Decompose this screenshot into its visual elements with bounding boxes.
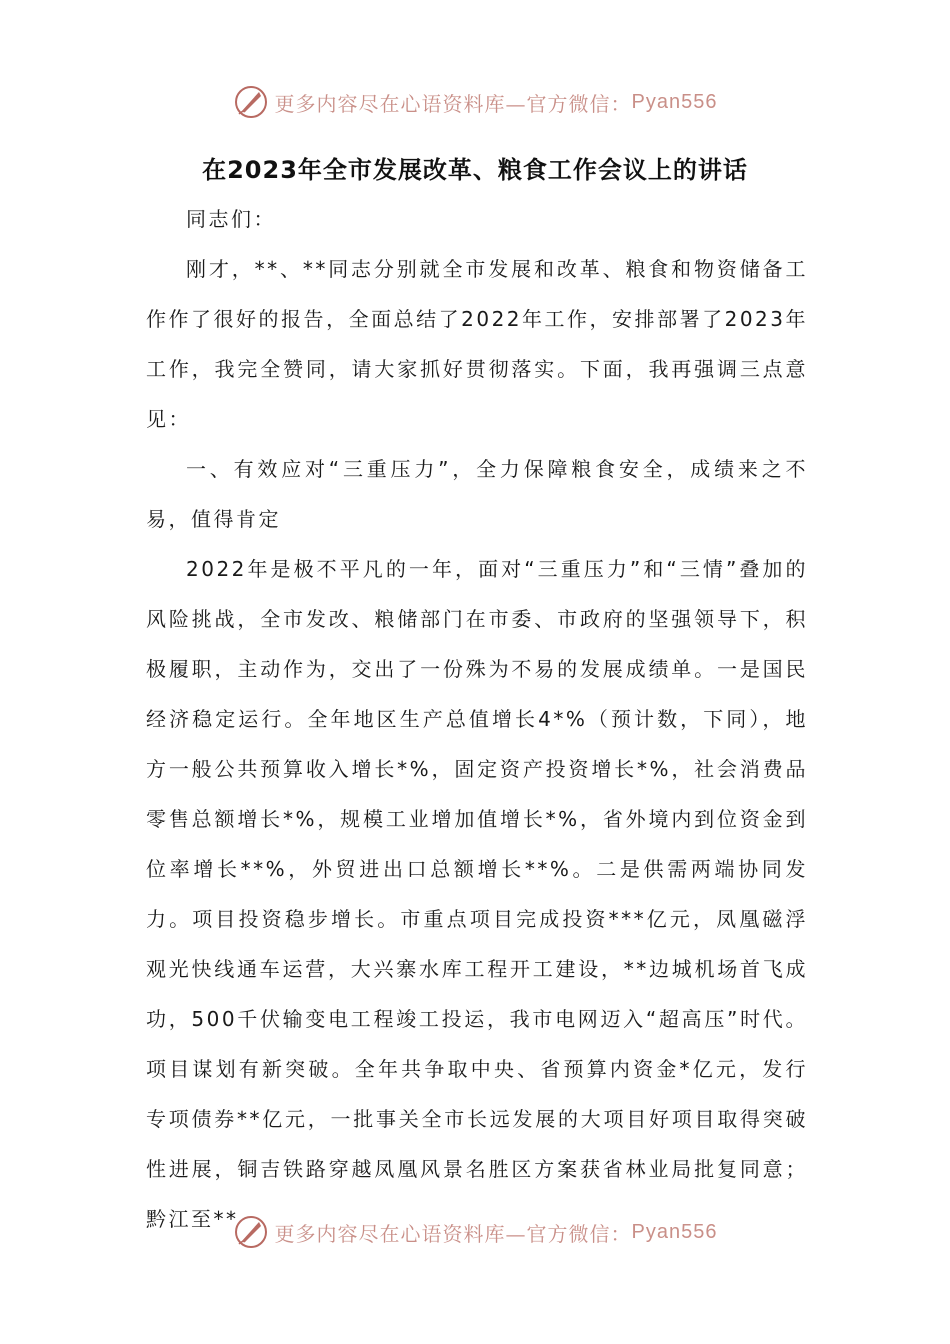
watermark-wechat-id: Pyan556 (631, 90, 718, 113)
document-body (146, 194, 808, 1244)
greeting: 同志们： (186, 207, 276, 231)
watermark-header (0, 80, 950, 124)
document-title: 在2023年全市发展改革、粮食工作会议上的讲话 (202, 156, 748, 184)
watermark-text: 更多内容尽在心语资料库—官方微信： (274, 1221, 632, 1246)
watermark-text: 更多内容尽在心语资料库—官方微信： (274, 91, 632, 116)
watermark-footer (0, 1210, 950, 1254)
section-heading: 一、有效应对“三重压力”，全力保障粮食安全，成绩来之不易，值得肯定 (146, 457, 808, 531)
quill-logo-icon (233, 84, 269, 120)
quill-logo-icon (233, 1214, 269, 1250)
body-paragraph: 2022年是极不平凡的一年，面对“三重压力”和“三情”叠加的风险挑战，全市发改、粮储部门在市委、市政府的坚强领导下，积极履职，主动作为，交出了一份殊为不易的发展成绩单。一是国民经济稳定运行。全年地区生产总值增长4*%（预计数，下同），地方一般公共预算收入增长*%，固定资产投资增长*%，社会消费品零售总额增长*%，规模工业增加值增长*%，省外境内到位资金到位率增长**%，外贸进出口总额增长**%。二是供需两端协同发力。项目投资稳步增长。市重点项目完成投资***亿元，凤凰磁浮观光快线通车运营，大兴寨水库工程开工建设，**边城机场首飞成功，500千伏输变电工程竣工投运，我市电网迈入“超高压”时代。项目谋划有新突破。全年共争取中央、省预算内资金*亿元，发行专项债券**亿元，一批事关全市长远发展的大项目好项目取得突破性进展，铜吉铁路穿越凤凰风景名胜区方案获省林业局批复同意；黔江至** (146, 557, 808, 1231)
watermark-wechat-id: Pyan556 (631, 1220, 718, 1243)
body-paragraph: 刚才，**、**同志分别就全市发展和改革、粮食和物资储备工作作了很好的报告，全面总结了2022年工作，安排部署了2023年工作，我完全赞同，请大家抓好贯彻落实。下面，我再强调三点意见： (146, 257, 808, 431)
